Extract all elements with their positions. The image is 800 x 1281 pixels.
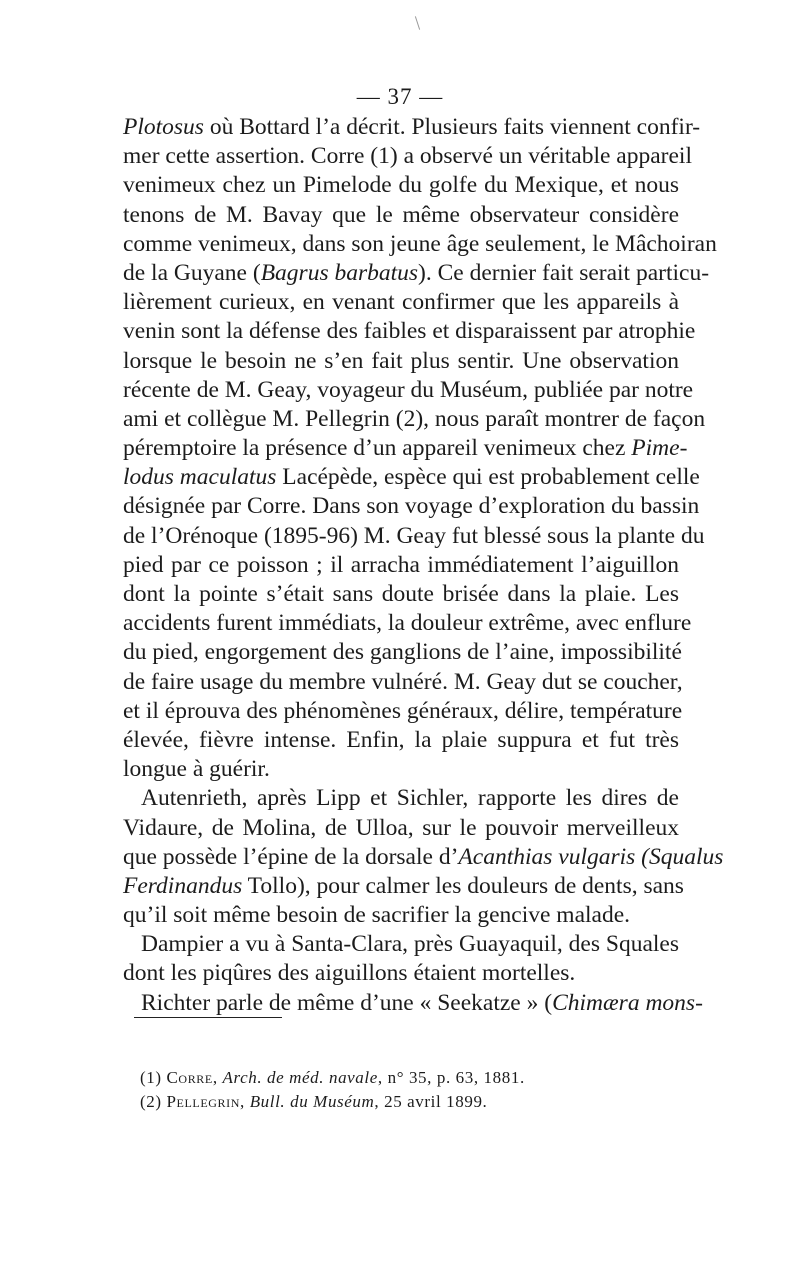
body-text	[123, 113, 724, 1018]
footnote-author: Corre	[166, 1068, 213, 1087]
text-line: Autenrieth, après Lipp et Sichler, rapporte les dires de	[141, 785, 679, 812]
footnotes	[140, 1066, 660, 1114]
footnote-2: (2) Pellegrin, Bull. du Muséum, 25 avril 1899.	[140, 1092, 488, 1111]
text-line: du pied, engorgement des ganglions de l’aine, impossibilité	[123, 639, 682, 666]
text-line: de la Guyane (Bagrus barbatus). Ce dernier fait serait particu-	[123, 259, 710, 286]
text-line: tenons de M. Bavay que le même observateur considère	[123, 201, 679, 228]
text-line: Vidaure, de Molina, de Ulloa, sur le pouvoir merveilleux	[123, 814, 679, 841]
text-line: comme venimeux, dans son jeune âge seulement, le Mâchoiran	[123, 230, 717, 257]
footnote-source: Arch. de méd. navale	[222, 1068, 378, 1087]
text-line: venimeux chez un Pimelode du golfe du Mexique, et nous	[123, 172, 679, 199]
footnote-details: , 25 avril 1899.	[374, 1092, 488, 1111]
text-line: et il éprouva des phénomènes généraux, délire, température	[123, 697, 683, 724]
text-line: récente de M. Geay, voyageur du Muséum, publiée par notre	[123, 376, 694, 403]
text-line: de faire usage du membre vulnéré. M. Geay dut se coucher,	[123, 668, 683, 695]
text-line: pied par ce poisson ; il arracha immédiatement l’aiguillon	[123, 551, 679, 578]
text-line: élevée, fièvre intense. Enfin, la plaie suppura et fut très	[123, 726, 679, 753]
text-line: ami et collègue M. Pellegrin (2), nous paraît montrer de façon	[123, 405, 706, 432]
text-line: que possède l’épine de la dorsale d’Acanthias vulgaris (Squalus	[123, 843, 724, 870]
text-line: lorsque le besoin ne s’en fait plus sentir. Une observation	[123, 347, 679, 374]
text-line: de l’Orénoque (1895-96) M. Geay fut blessé sous la plante du	[123, 522, 705, 549]
footnote-marker: (2)	[140, 1092, 162, 1111]
text-line: dont la pointe s’était sans doute brisée dans la plaie. Les	[123, 581, 679, 607]
text-line: Dampier a vu à Santa-Clara, près Guayaquil, des Squales	[141, 931, 679, 958]
scan-mark	[415, 16, 420, 30]
footnote-1: (1) Corre, Arch. de méd. navale, n° 35, p. 63, 1881.	[140, 1068, 525, 1087]
footnote-marker: (1)	[140, 1068, 162, 1087]
text-line: Richter parle de même d’une « Seekatze » (Chimæra mons-	[141, 989, 703, 1016]
text-line: Ferdinandus Tollo), pour calmer les douleurs de dents, sans	[123, 872, 684, 899]
text-line: lodus maculatus Lacépède, espèce qui est probablement celle	[123, 464, 700, 491]
page-number: — 37 —	[356, 84, 444, 109]
footnote-source: Bull. du Muséum	[249, 1092, 375, 1111]
footnote-rule	[134, 1017, 282, 1018]
text-line: qu’il soit même besoin de sacrifier la gencive malade.	[123, 902, 631, 929]
text-line: péremptoire la présence d’un appareil venimeux chez Pime-	[123, 435, 688, 462]
text-line: dont les piqûres des aiguillons étaient mortelles.	[123, 960, 576, 987]
text-line: lièrement curieux, en venant confirmer que les appareils à	[123, 289, 679, 316]
text-line: désignée par Corre. Dans son voyage d’exploration du bassin	[123, 493, 700, 520]
footnote-details: , n° 35, p. 63, 1881.	[377, 1068, 525, 1087]
text-line: venin sont la défense des faibles et disparaissent par atrophie	[123, 318, 696, 345]
text-line: longue à guérir.	[123, 756, 270, 783]
text-line: mer cette assertion. Corre (1) a observé un véritable appareil	[123, 143, 692, 170]
text-line: accidents furent immédiats, la douleur extrême, avec enflure	[123, 610, 692, 637]
footnote-author: Pellegrin	[166, 1092, 240, 1111]
text-line: Plotosus où Bottard l’a décrit. Plusieurs faits viennent confir-	[123, 114, 701, 140]
